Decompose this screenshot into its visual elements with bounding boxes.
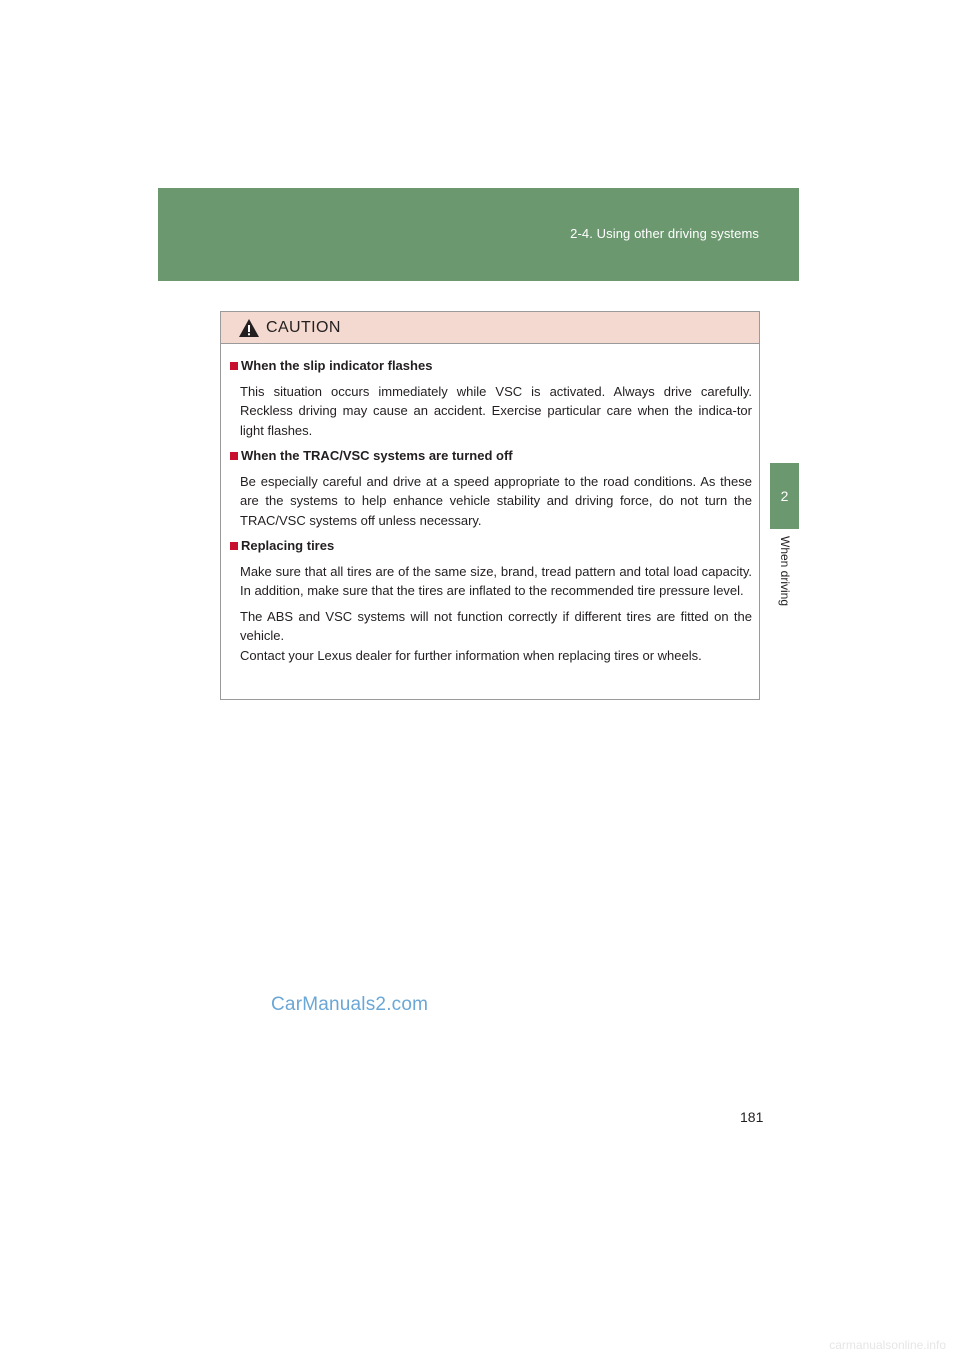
chapter-tab[interactable]: 2 xyxy=(770,463,799,529)
caution-paragraph: Make sure that all tires are of the same size, brand, tread pattern and total load capacity. In addition, make sure that the tires are inflated to the recommended tire pressure level. xyxy=(240,563,752,598)
caution-paragraph: Be especially careful and drive at a speed appropriate to the road conditions. As these are the systems to help enhance vehicle stability and driving force, do not turn the TRAC/VSC systems off unless necessary. xyxy=(240,473,752,528)
page-number: 181 xyxy=(740,1109,764,1125)
footer-watermark: carmanualsonline.info xyxy=(829,1338,946,1352)
section-title: 2-4. Using other driving systems xyxy=(570,226,759,241)
caution-body xyxy=(221,344,759,665)
caution-item-heading xyxy=(230,446,752,466)
watermark-link[interactable]: CarManuals2.com xyxy=(271,994,429,1015)
caution-header xyxy=(221,312,759,344)
caution-box xyxy=(220,311,760,700)
caution-paragraph: The ABS and VSC systems will not function correctly if different tires are fitted on the vehicle. xyxy=(240,608,752,643)
caution-item-heading-text: When the TRAC/VSC systems are turned off xyxy=(241,448,513,463)
caution-item-heading-text: Replacing tires xyxy=(241,538,335,553)
chapter-label-container xyxy=(770,530,799,630)
caution-item xyxy=(230,536,752,665)
section-header-band xyxy=(158,188,799,281)
caution-item xyxy=(230,446,752,530)
caution-item xyxy=(230,356,752,440)
square-bullet-icon xyxy=(230,542,238,550)
caution-item-heading xyxy=(230,356,752,376)
caution-item-heading-text: When the slip indicator flashes xyxy=(241,358,433,373)
caution-item-heading xyxy=(230,536,752,556)
chapter-label: When driving xyxy=(777,536,792,607)
caution-title: CAUTION xyxy=(266,318,341,336)
caution-paragraph: Contact your Lexus dealer for further information when replacing tires or wheels. xyxy=(240,647,702,663)
square-bullet-icon xyxy=(230,452,238,460)
square-bullet-icon xyxy=(230,362,238,370)
warning-triangle-icon xyxy=(238,318,260,338)
caution-paragraph: This situation occurs immediately while VSC is activated. Always drive carefully. Reckless driving may cause an accident. Exercise particular care when the indica-tor light flashes. xyxy=(240,383,752,438)
